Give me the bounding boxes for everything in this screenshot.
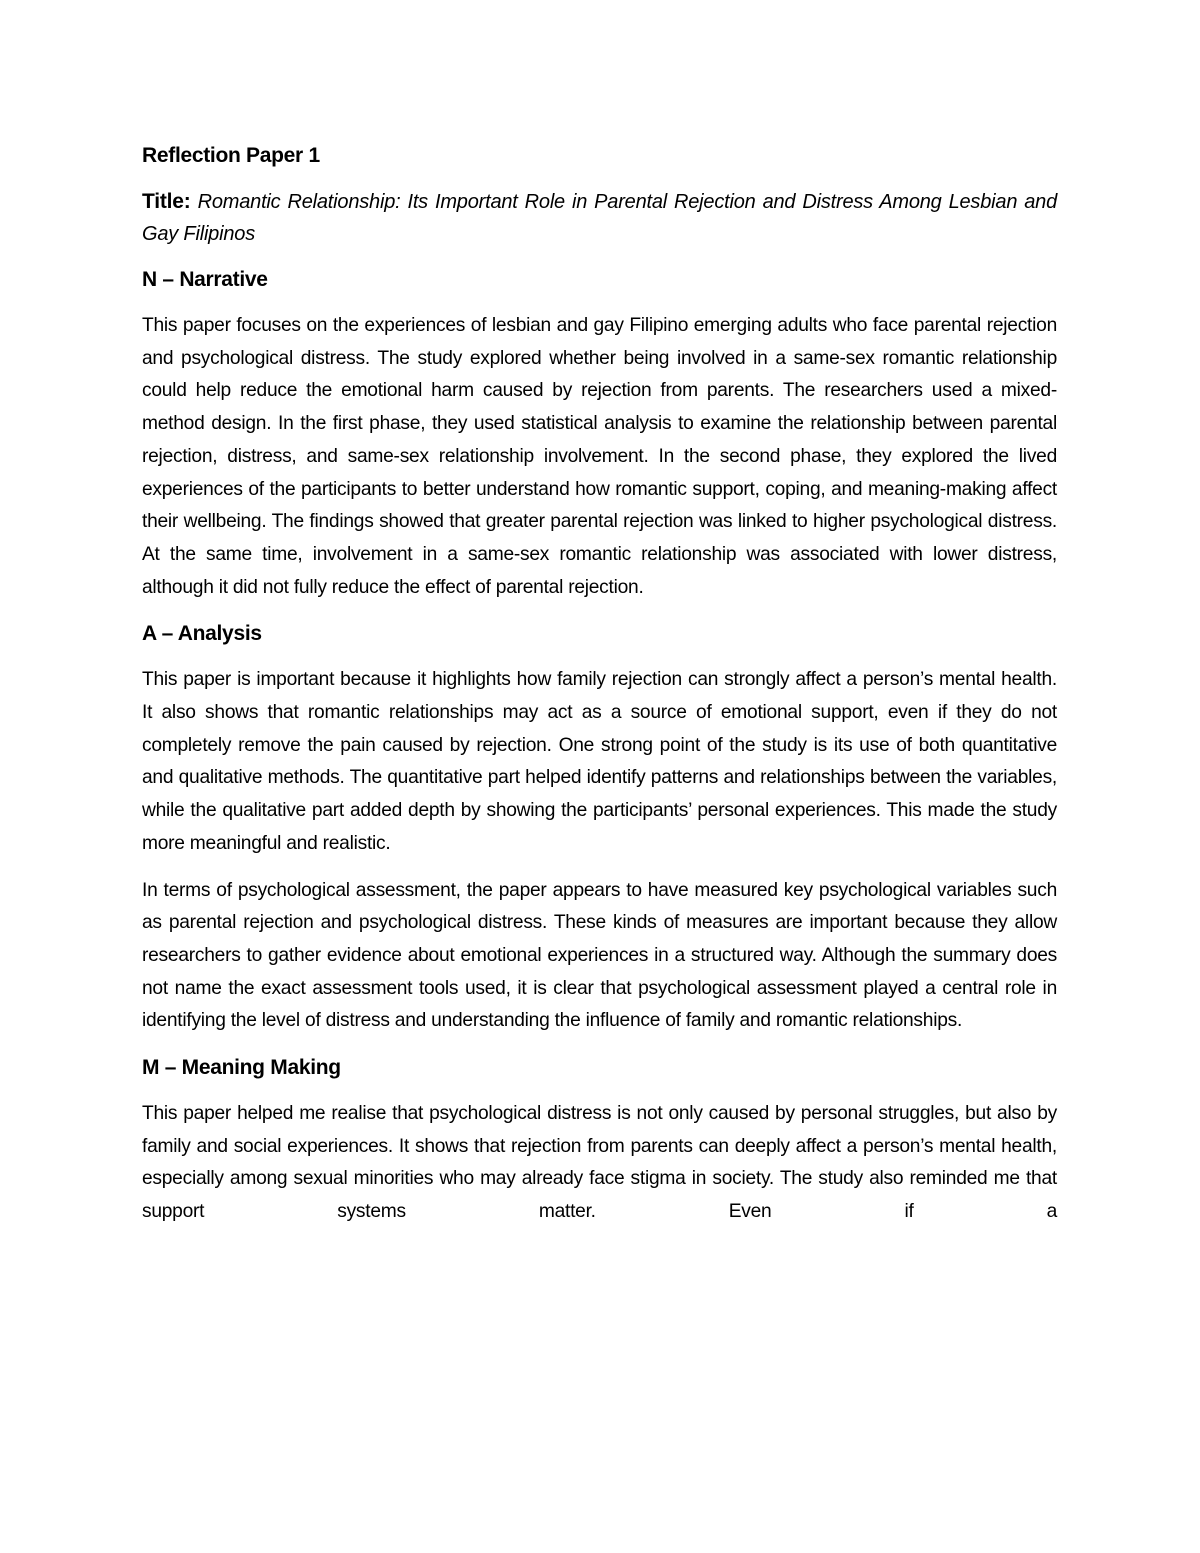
section-heading-meaning-making: M – Meaning Making xyxy=(142,1056,341,1080)
paper-title xyxy=(142,186,1057,250)
analysis-paragraph-2: In terms of psychological assessment, the paper appears to have measured key psychological variables such as parental rejection and psychological distress. These kinds of measures are important because they allow researchers to gather evidence about emotional experiences in a structured way. Although the summary does not name the exact assessment tools used, it is clear that psychological assessment played a central role in identifying the level of distress and understanding the influence of family and romantic relationships. xyxy=(142,879,1057,1032)
title-text: Romantic Relationship: Its Important Role in Parental Rejection and Distress Among Lesbian and Gay Filipinos xyxy=(142,191,1058,245)
meaning-making-paragraph: This paper helped me realise that psychological distress is not only caused by personal struggles, but also by family and social experiences. It shows that rejection from parents can deeply affect a person’s mental health, especially among sexual minorities who may already face stigma in society. The study also reminded me that support systems matter. Even if a xyxy=(142,1103,1057,1223)
document-heading: Reflection Paper 1 xyxy=(142,144,320,167)
analysis-paragraph-1: This paper is important because it highlights how family rejection can strongly affect a person’s mental health. It also shows that romantic relationships may act as a source of emotional support, even if they do not completely remove the pain caused by rejection. One strong point of the study is its use of both quantitative and qualitative methods. The quantitative part helped identify patterns and relationships between the variables, while the qualitative part added depth by showing the participants’ personal experiences. This made the study more meaningful and realistic. xyxy=(142,669,1057,854)
section-heading-narrative: N – Narrative xyxy=(142,268,268,291)
document-body xyxy=(142,140,1057,1229)
title-label: Title: xyxy=(142,190,191,213)
narrative-paragraph: This paper focuses on the experiences of lesbian and gay Filipino emerging adults who face parental rejection and psychological distress. The study explored whether being involved in a same-sex romantic relationship could help reduce the emotional harm caused by rejection from parents. The researchers used a mixed-method design. In the first phase, they used statistical analysis to examine the relationship between parental rejection, distress, and same-sex relationship involvement. In the second phase, they explored the lived experiences of the participants to better understand how romantic support, coping, and meaning-making affect their wellbeing. The findings showed that greater parental rejection was linked to higher psychological distress. At the same time, involvement in a same-sex romantic relationship was associated with lower distress, although it did not fully reduce the effect of parental rejection. xyxy=(142,315,1057,598)
section-heading-analysis: A – Analysis xyxy=(142,622,262,646)
